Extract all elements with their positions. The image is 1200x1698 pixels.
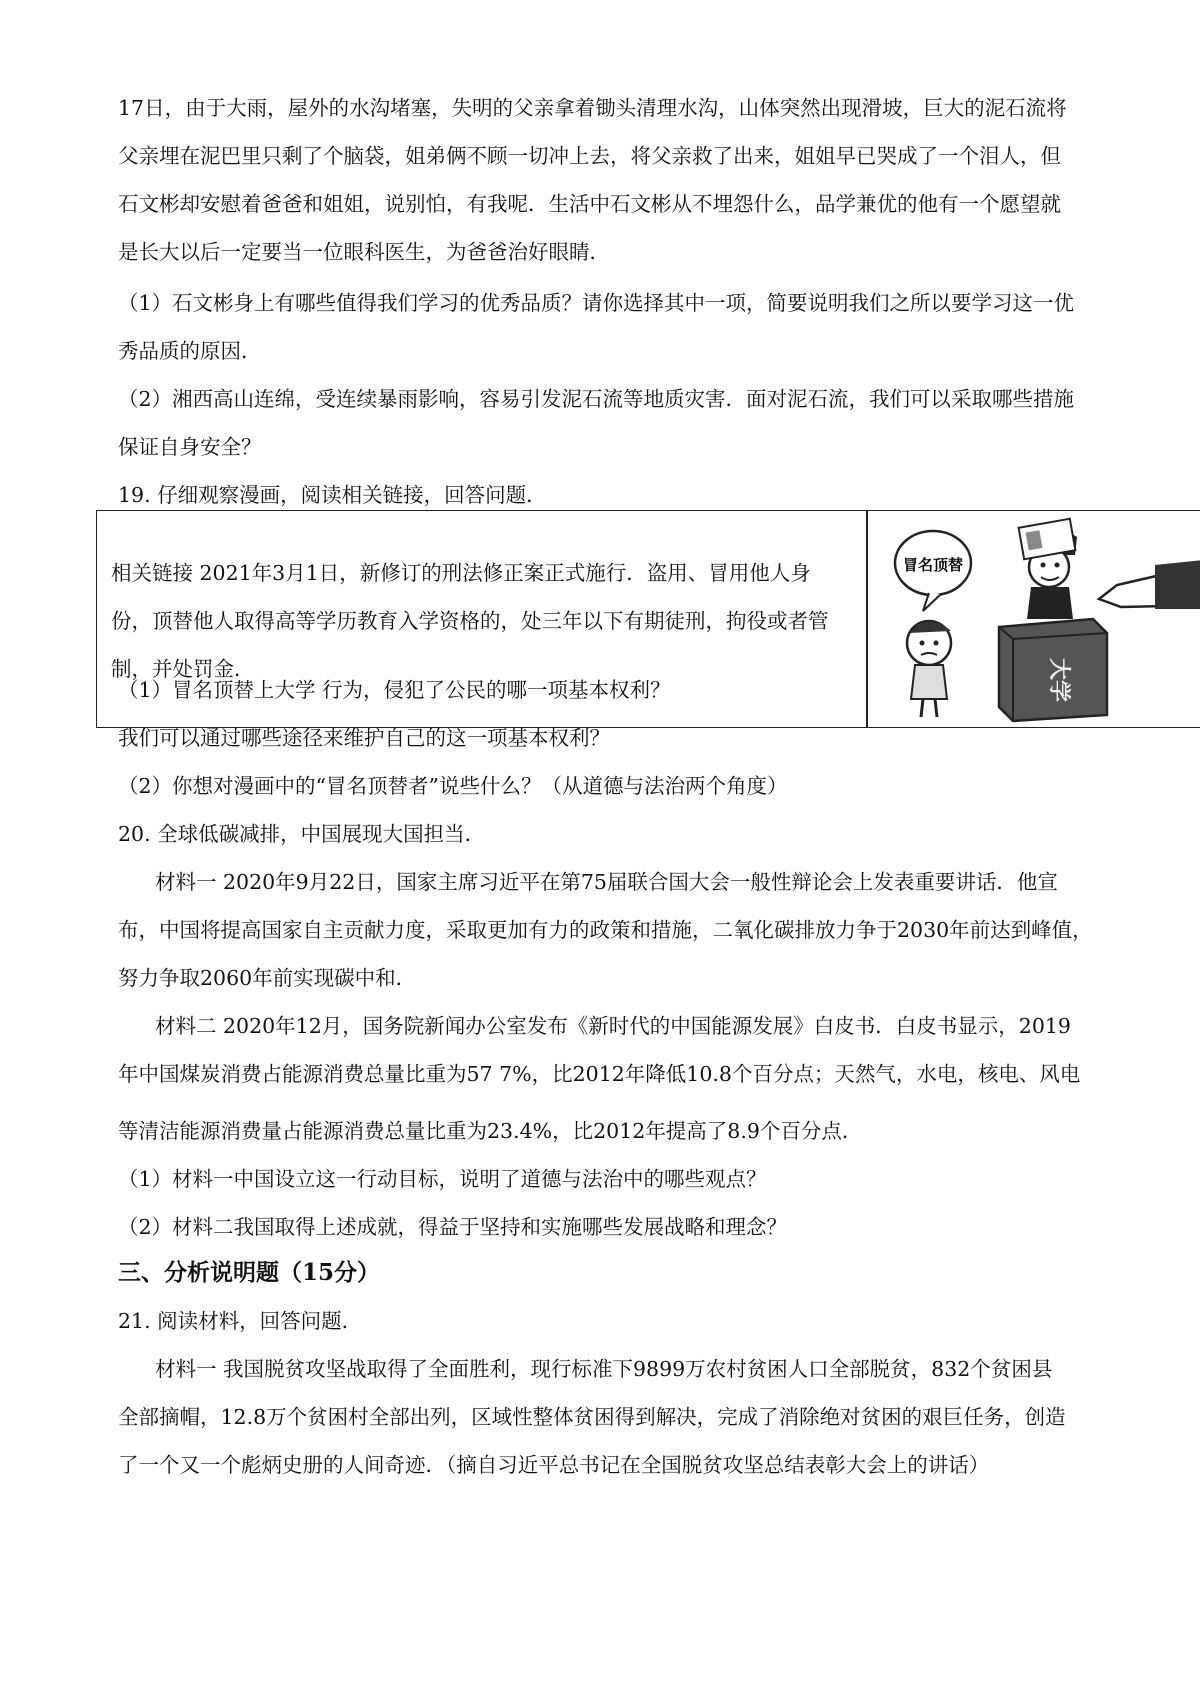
question-21-heading: 21. 阅读材料，回答问题． [118, 1309, 363, 1333]
text-line: 石文彬却安慰着爸爸和姐姐，说别怕，有我呢．生活中石文彬从不埋怨什么，品学兼优的他有一个愿望就 [118, 192, 1061, 216]
material-two: 材料二 2020年12月，国务院新闻办公室发布《新时代的中国能源发展》白皮书．白皮书显示，2019 [155, 1014, 1071, 1038]
text-line: 努力争取2060年前实现碳中和． [118, 966, 417, 990]
box-label: 大学 [1046, 657, 1071, 703]
material-one: 材料一 我国脱贫攻坚战取得了全面胜利，现行标准下9899万农村贫困人口全部脱贫，832个贫困县 [155, 1357, 1053, 1381]
question-18-1: （1）石文彬身上有哪些值得我们学习的优秀品质？请你选择其中一项，简要说明我们之所以要学习这一优 [118, 291, 1075, 315]
question-19-1: （1）冒名顶替上大学 行为，侵犯了公民的哪一项基本权利？ [118, 678, 671, 702]
question-20-2: （2）材料二我国取得上述成就，得益于坚持和实施哪些发展战略和理念？ [118, 1215, 788, 1239]
question-19-heading: 19. 仔细观察漫画，阅读相关链接，回答问题． [118, 483, 547, 507]
text-line: 我们可以通过哪些途径来维护自己的这一项基本权利？ [118, 726, 610, 750]
question-20-heading: 20. 全球低碳减排，中国展现大国担当． [118, 822, 486, 846]
cartoon-image [871, 515, 1200, 723]
text-line: 等清洁能源消费量占能源消费总量比重为23.4%，比2012年提高了8.9个百分点． [118, 1119, 863, 1143]
text-line: 17日，由于大雨，屋外的水沟堵塞，失明的父亲拿着锄头清理水沟，山体突然出现滑坡，巨大的泥石流将 [118, 96, 1067, 120]
text-line: 父亲埋在泥巴里只剩了个脑袋，姐弟俩不顾一切冲上去，将父亲救了出来，姐姐早已哭成了一个泪人，但 [118, 144, 1061, 168]
question-18-2: （2）湘西高山连绵，受连续暴雨影响，容易引发泥石流等地质灾害．面对泥石流，我们可以采取哪些措施 [118, 387, 1075, 411]
question-20-1: （1）材料一中国设立这一行动目标，说明了道德与法治中的哪些观点？ [118, 1167, 767, 1191]
text-line: 年中国煤炭消费占能源消费总量比重为57 7%，比2012年降低10.8个百分点；天然气，水电，核电、风电 [118, 1062, 1081, 1086]
section-heading: 三、分析说明题（15分） [118, 1259, 381, 1286]
text-line: 秀品质的原因． [118, 339, 262, 363]
related-link-text: 份，顶替他人取得高等学历教育入学资格的，处三年以下有期徒刑，拘役或者管 [111, 609, 829, 633]
material-one: 材料一 2020年9月22日，国家主席习近平在第75届联合国大会一般性辩论会上发表重要讲话．他宣 [155, 870, 1058, 894]
related-link-text: 制，并处罚金． [111, 657, 255, 681]
box-divider [866, 511, 868, 727]
related-link-text: 相关链接 2021年3月1日，新修订的刑法修正案正式施行．盗用、冒用他人身 [111, 561, 811, 585]
text-line: 是长大以后一定要当一位眼科医生，为爸爸治好眼睛． [118, 240, 610, 264]
text-line: 了一个又一个彪炳史册的人间奇迹．（摘自习近平总书记在全国脱贫攻坚总结表彰大会上的讲话） [118, 1453, 990, 1477]
text-line: 布，中国将提高国家自主贡献力度，采取更加有力的政策和措施，二氧化碳排放力争于2030年前达到峰值， [118, 918, 1093, 942]
question-19-2: （2）你想对漫画中的“冒名顶替者”说些什么？（从道德与法治两个角度） [118, 774, 788, 798]
bubble-text: 冒名顶替 [902, 556, 964, 574]
text-line: 全部摘帽，12.8万个贫困村全部出列，区域性整体贫困得到解决，完成了消除绝对贫困的艰巨任务，创造 [118, 1405, 1066, 1429]
text-line: 保证自身安全？ [118, 435, 262, 459]
